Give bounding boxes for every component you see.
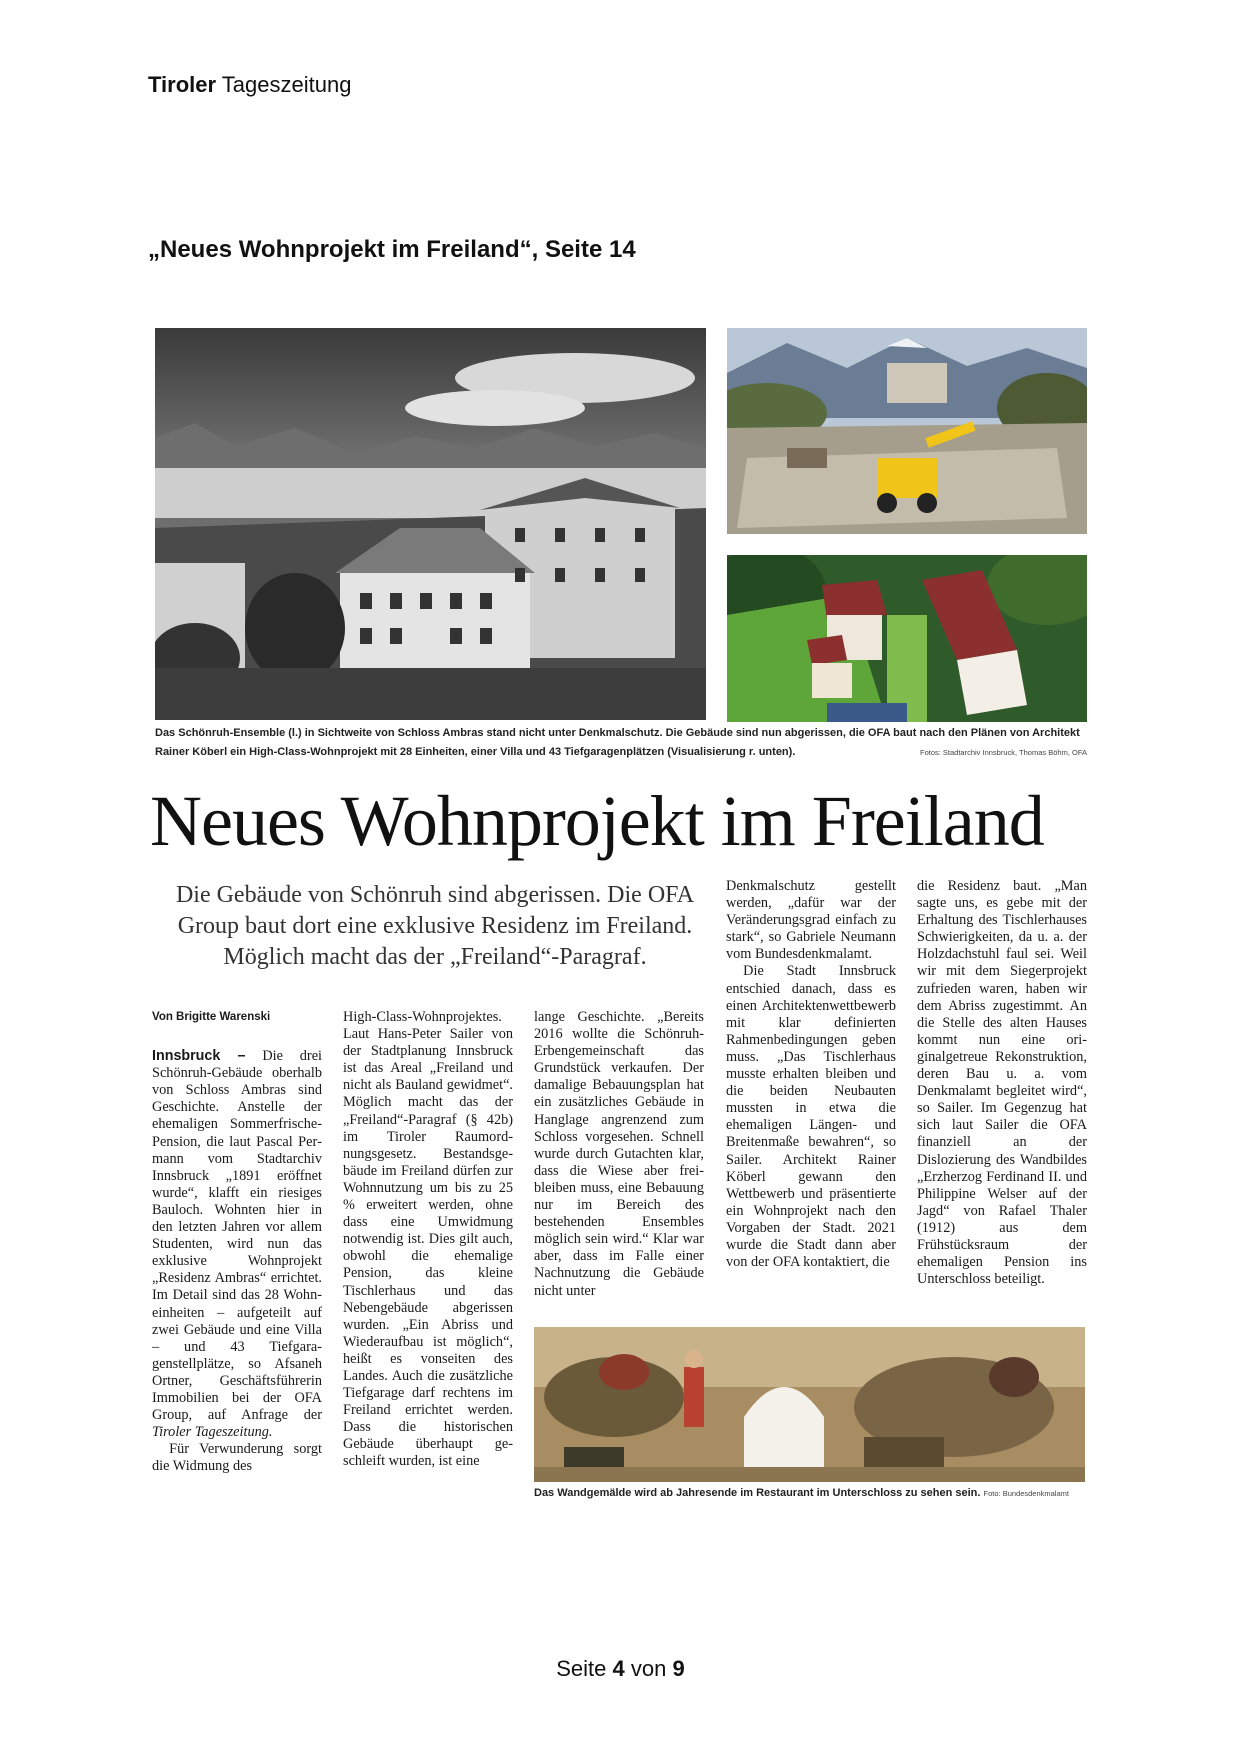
text-column-1	[152, 1009, 322, 1475]
brand-bold: Tiroler	[148, 72, 217, 97]
brand-rest: Tageszeitung	[221, 72, 352, 97]
historic-building-photo	[155, 328, 706, 720]
paragraph: High-Class-Wohnprojektes. Laut Hans-Peter Sailer von der Stadtplanung Innsbruck ist das Areal „Freiland und nicht als Bauland gewidmet“. Möglich macht das der „Freiland“-Paragraf (§ 42b) im Tiroler Raumordnungsgesetz. Bestandsgebäude im Freiland dürfen zur Wohnnutzung um bis zu 25 % erweitert werden, ohne dass eine Umwidmung notwendig ist. Dies gilt auch, obwohl die ehemalige Pension, das kleine Tischlerhaus und das Nebengebäude abgerissen wurden. „Ein Abriss und Wiederaufbau ist möglich“, heißt es vonseiten des Landes. Auch die zusätzliche Tiefgarage darf rechtens im Freiland errichtet werden. Dass die historischen Gebäude überhaupt geschleift wurden, ist eine	[343, 1009, 513, 1470]
page-separator: von	[630, 1656, 667, 1681]
caption-text: Das Schönruh-Ensemble (l.) in Sichtweite von Schloss Ambras stand nicht unter Denkmalschutz. Die Gebäude sind nun abgerissen, die OFA baut nach den Plänen von Architekt Rainer Köberl ein High-Class-Wohnprojekt mit 28 Einheiten, einer Villa und 43 Tiefgaragenplätzen (Visualisierung r. unten).	[155, 727, 1080, 758]
wall-painting-photo	[534, 1327, 1085, 1482]
total-pages: 9	[672, 1656, 685, 1681]
paragraph-text: Die drei Schönruh-Gebäude oberhalb von Schloss Ambras sind Geschichte. Anstelle der ehemaligen Sommerfrische-Pension, die laut Pascal Permann vom Stadtarchiv Innsbruck „1891 eröffnet wurde“, klafft ein riesiges Bauloch. Wohnten hier in den letzten Jahren vor allem Studenten, wird nun das exklusive Wohnprojekt „Residenz Ambras“ errichtet. Im Detail sind das 28 Wohneinheiten – aufgeteilt auf zwei Gebäude und eine Villa – und 43 Tiefgaragenstellplätze, so Afsaneh Ortner, Geschäftsführerin Immobilien bei der OFA Group, auf Anfrage der	[152, 1048, 323, 1424]
paragraph: Die Stadt Innsbruck entschied danach, dass es einen Architektenwettbewerb mit klar definierten Rahmenbedingungen geben muss. „Das Tischlerhaus musste erhalten bleiben und die beiden Neubauten mussten in etwa die ehemaligen Längen- und Breitenmaße bewahren“, so Sailer. Architekt Rainer Köberl gewann den Wettbewerb und präsentierte ein Wohnprojekt nach den Vorgaben der Stadt. 2021 wurde die Stadt dann aber von der OFA kontaktiert, die	[726, 963, 896, 1271]
paragraph: Für Verwunderung sorgt die Widmung des	[152, 1441, 322, 1475]
paragraph: die Residenz baut. „Man sagte uns, es gebe mit der Erhaltung des Tischlerhauses Schwierigkeiten, da u. a. der Holzdachstuhl faul sei. Weil wir mit dem Siegerprojekt zufrieden waren, haben wir dem Abriss zugestimmt. An die Stelle des alten Hauses kommt nun eine originalgetreue Rekonstruktion, deren Bau u. a. vom Denkmalamt begleitet wird“, so Sailer. Im Gegenzug hat sich laut Sailer die OFA finanziell an der Dislozierung des Wandbildes „Erzherzog Ferdinand II. und Philippine Welser auf der Jagd“ von Rafael Thaler (1912) aus dem Frühstücksraum der ehemaligen Pension ins Unterschloss beteiligt.	[917, 878, 1087, 1288]
photo-caption	[155, 724, 1087, 762]
page-number	[0, 1656, 1241, 1682]
article-lead: Die Gebäude von Schönruh sind abgerissen. Die OFA Group baut dort eine exklusive Residenz im Freiland. Möglich macht das der „Freiland“-Paragraf.	[175, 882, 695, 970]
publication-header	[148, 72, 351, 98]
publication-name: Tiroler Tageszeitung.	[152, 1424, 273, 1441]
photo-credit: Foto: Bundesdenkmalamt	[983, 1489, 1069, 1498]
text-column-2	[343, 1009, 513, 1471]
photo-credit: Fotos: Stadtarchiv Innsbruck, Thomas Böhm, OFA	[919, 748, 1087, 757]
current-page: 4	[612, 1656, 625, 1681]
text-column-4	[726, 878, 896, 1271]
text-column-3	[534, 1009, 704, 1300]
paragraph	[152, 1048, 322, 1441]
construction-site-photo	[727, 328, 1087, 534]
paragraph: Denkmalschutz gestellt werden, „dafür war der Veränderungsgrad einfach zu stark“, so Gabriele Neumann vom Bundesdenkmalamt.	[726, 878, 896, 963]
article-reference: „Neues Wohnprojekt im Freiland“, Seite 14	[148, 236, 636, 263]
text-column-5	[917, 878, 1087, 1288]
caption-text: Das Wandgemälde wird ab Jahresende im Restaurant im Unterschloss zu sehen sein.	[534, 1487, 981, 1499]
paragraph: lange Geschichte. „Bereits 2016 wollte die Schönruh-Erbengemeinschaft das Grundstück verkaufen. Der damalige Bebauungsplan hat ein zusätzliches Gebäude in Hanglage angrenzend zum Schloss vorgesehen. Schnell wurde durch Gutachten klar, dass die Wiese aber freibleiben muss, eine Bebauung nur im Bereich des bestehenden Ensembles möglich sein wird.“ Klar war aber, dass im Falle einer Nachnutzung die Gebäude nicht unter	[534, 1009, 704, 1299]
mural-caption	[534, 1484, 1085, 1503]
page-prefix: Seite	[556, 1656, 607, 1681]
article-headline: Neues Wohnprojekt im Freiland	[150, 781, 1044, 861]
byline: Von Brigitte Warenski	[152, 1011, 271, 1023]
dateline: Innsbruck –	[152, 1048, 246, 1065]
residence-visualisation	[727, 555, 1087, 722]
